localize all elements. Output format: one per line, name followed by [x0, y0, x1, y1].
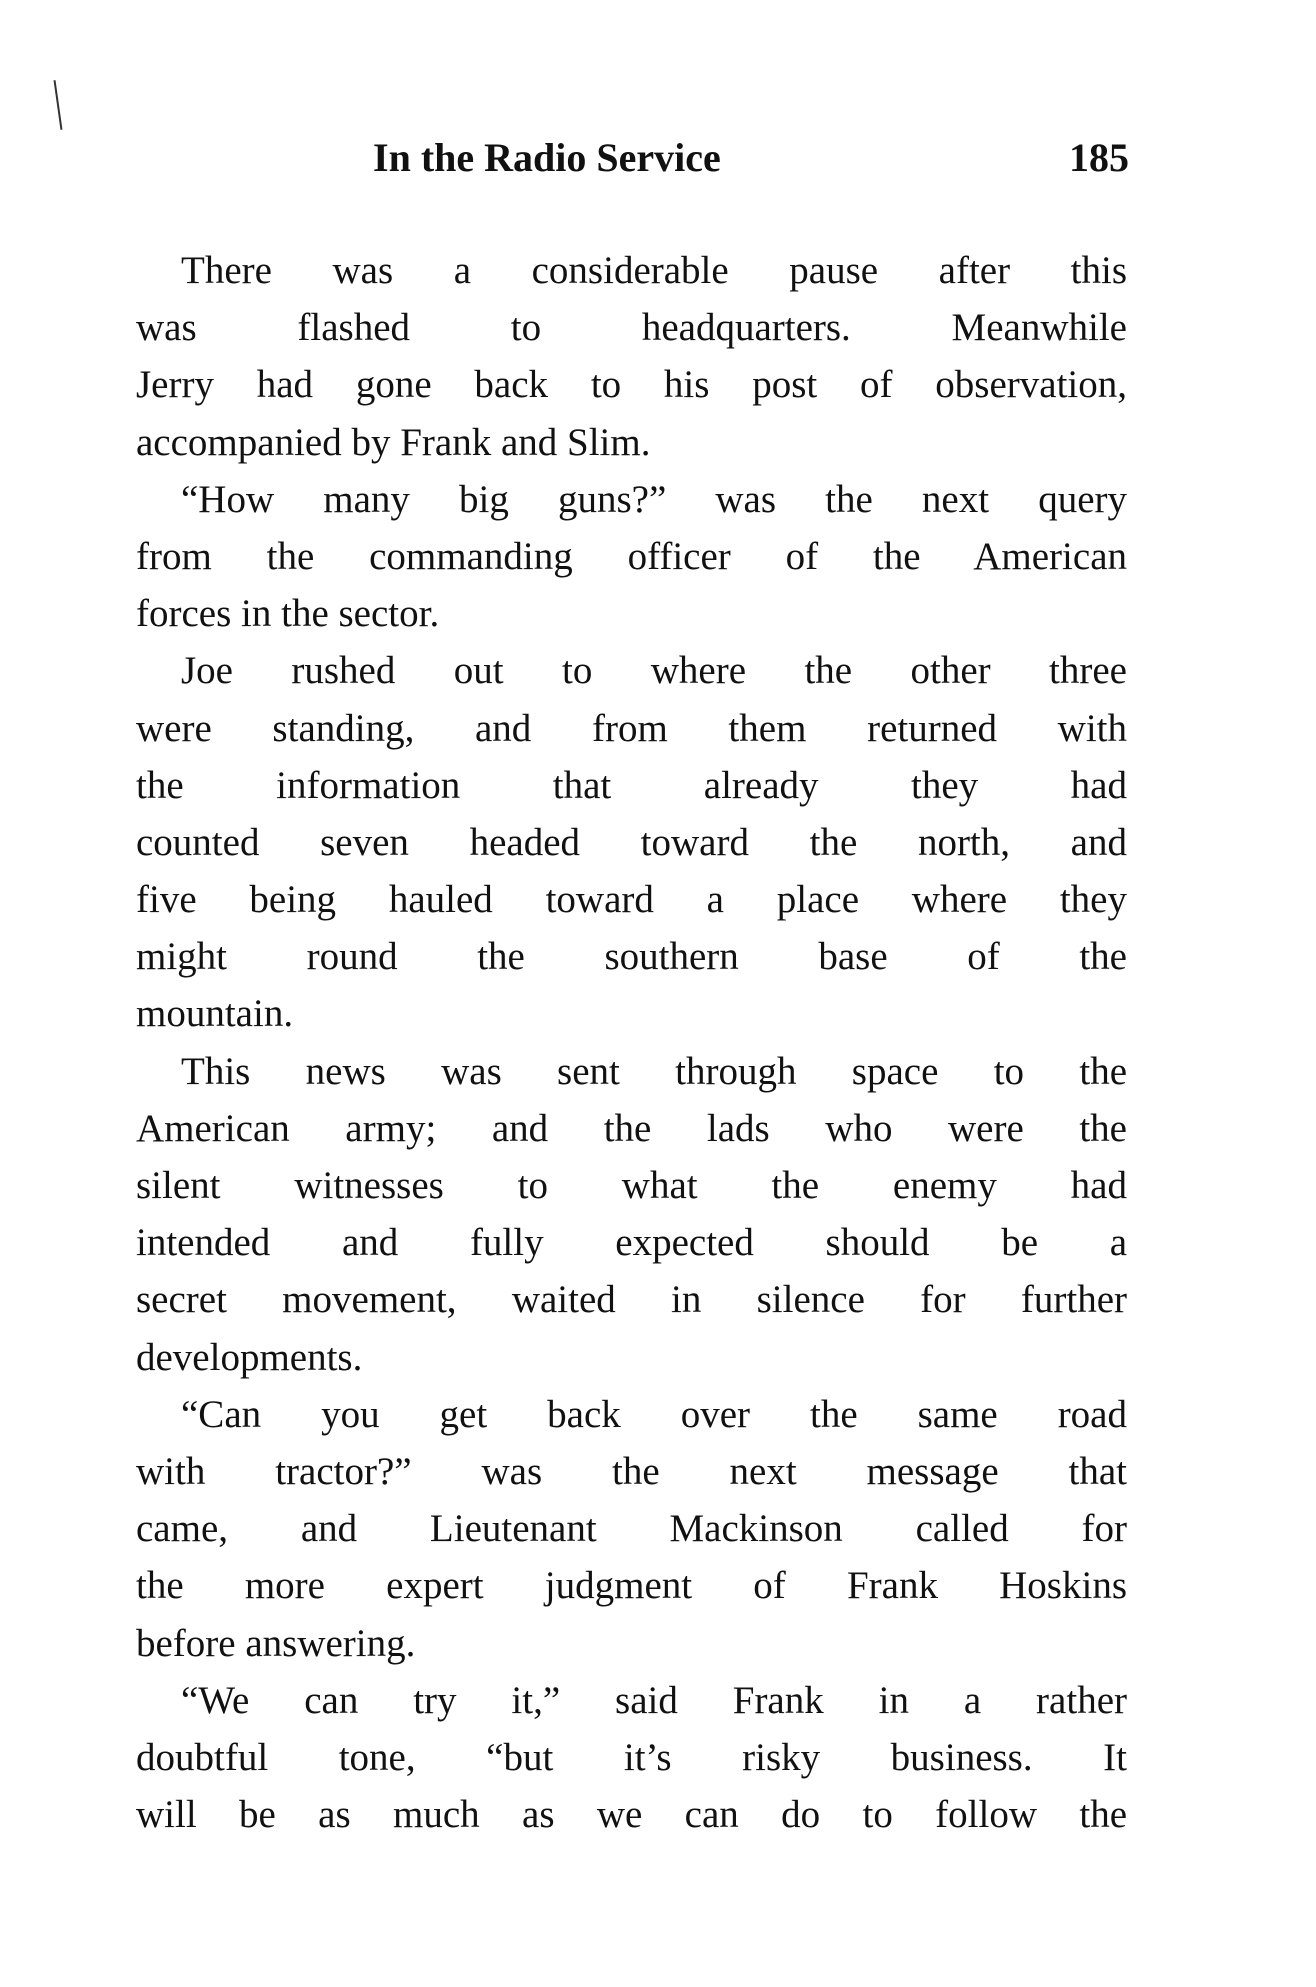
- body-text: [136, 242, 1127, 1843]
- text-line: Jerry had gone back to his post of observation,: [136, 363, 1127, 407]
- text-line: doubtful tone, “but it’s risky business. It: [136, 1735, 1127, 1779]
- text-line: “Can you get back over the same road: [181, 1392, 1127, 1436]
- paragraph: [136, 1672, 1127, 1844]
- paragraph: [136, 1386, 1127, 1672]
- text-line: five being hauled toward a place where they: [136, 878, 1127, 922]
- text-line: American army; and the lads who were the: [136, 1106, 1127, 1150]
- text-line: the more expert judgment of Frank Hoskins: [136, 1564, 1127, 1608]
- text-line: “We can try it,” said Frank in a rather: [181, 1678, 1127, 1722]
- text-line: were standing, and from them returned with: [136, 706, 1127, 750]
- text-line: There was a considerable pause after this: [181, 249, 1127, 292]
- text-line: intended and fully expected should be a: [136, 1221, 1127, 1265]
- text-line: was flashed to headquarters. Meanwhile: [136, 306, 1127, 350]
- page-number: 185: [1069, 135, 1129, 180]
- running-title: In the Radio Service: [373, 135, 721, 180]
- paragraph: [136, 1043, 1127, 1386]
- text-line: secret movement, waited in silence for further: [136, 1278, 1127, 1322]
- text-line: came, and Lieutenant Mackinson called for: [136, 1507, 1127, 1551]
- running-header: [373, 132, 1129, 184]
- text-line: before answering.: [136, 1621, 416, 1665]
- text-line: “How many big guns?” was the next query: [181, 477, 1127, 521]
- text-line: forces in the sector.: [136, 592, 440, 636]
- text-line: This news was sent through space to the: [181, 1049, 1127, 1093]
- text-line: accompanied by Frank and Slim.: [136, 420, 651, 464]
- paragraph: [136, 242, 1127, 471]
- text-line: the information that already they had: [136, 763, 1127, 807]
- text-line: from the commanding officer of the American: [136, 534, 1127, 578]
- text-line: silent witnesses to what the enemy had: [136, 1164, 1127, 1207]
- scan-mark: [54, 80, 63, 130]
- text-line: developments.: [136, 1335, 363, 1379]
- paragraph: [136, 471, 1127, 643]
- text-line: Joe rushed out to where the other three: [181, 649, 1127, 693]
- text-line: will be as much as we can do to follow the: [136, 1793, 1127, 1837]
- text-line: mountain.: [136, 992, 294, 1036]
- text-line: might round the southern base of the: [136, 935, 1127, 979]
- text-line: counted seven headed toward the north, and: [136, 820, 1127, 864]
- paragraph: [136, 642, 1127, 1042]
- text-line: with tractor?” was the next message that: [136, 1449, 1127, 1493]
